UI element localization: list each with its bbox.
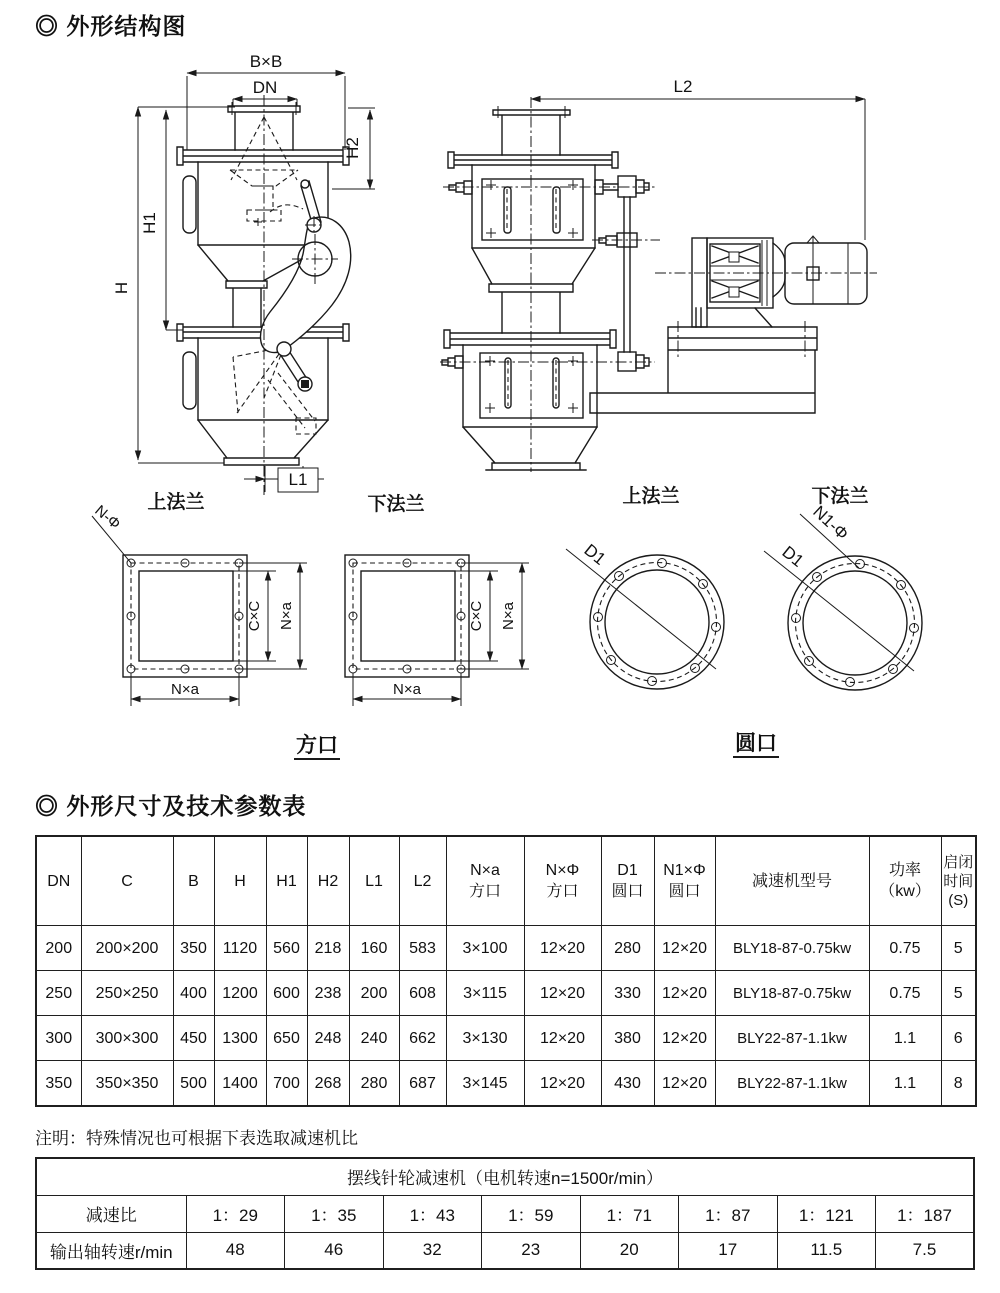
params-cell: 12×20: [654, 926, 715, 971]
params-cell: 662: [399, 1016, 446, 1061]
header-line: （kw）: [879, 883, 931, 900]
reducer-speed-cell: 46: [285, 1232, 384, 1269]
header-line: N1×Φ: [663, 862, 706, 879]
reducer-speed-row: [36, 1232, 974, 1269]
params-cell: 3×130: [446, 1016, 524, 1061]
header-line: 功率: [888, 862, 921, 879]
params-cell: 200×200: [81, 926, 173, 971]
params-header-cell: [173, 836, 214, 926]
reducer-speed-cell: 17: [679, 1232, 778, 1269]
params-cell: 350×350: [81, 1061, 173, 1107]
params-data-row: [36, 926, 976, 971]
params-cell: 160: [349, 926, 399, 971]
params-cell: 6: [941, 1016, 976, 1061]
params-header-cell: [349, 836, 399, 926]
reducer-ratio-cell: 1：121: [777, 1195, 876, 1232]
dim-label-h: H: [112, 281, 131, 295]
flange-title-lower-square: 下法兰: [367, 494, 425, 515]
params-cell: 12×20: [524, 1016, 601, 1061]
params-data-row: [36, 1061, 976, 1107]
params-header-cell: [446, 836, 524, 926]
params-header-cell: [266, 836, 307, 926]
reducer-speed-cell: 7.5: [876, 1232, 975, 1269]
params-cell: 0.75: [869, 926, 941, 971]
params-data-row: [36, 1016, 976, 1061]
params-cell: BLY22-87-1.1kw: [715, 1016, 869, 1061]
params-cell: 238: [307, 971, 349, 1016]
dim-label-cxc: C×C: [468, 600, 485, 632]
params-cell: 300: [36, 1016, 81, 1061]
round-port-caption: 圆口: [735, 732, 777, 755]
params-cell: 3×115: [446, 971, 524, 1016]
params-cell: 350: [36, 1061, 81, 1107]
params-header-cell: [654, 836, 715, 926]
reducer-title-row: [36, 1158, 974, 1195]
params-cell: 583: [399, 926, 446, 971]
reducer-speed-cell: 32: [383, 1232, 482, 1269]
header-line: 圆口: [668, 883, 701, 900]
reducer-ratio-row: [36, 1195, 974, 1232]
reducer-ratio-cell: 1：35: [285, 1195, 384, 1232]
reducer-table: [35, 1157, 975, 1270]
params-header-cell: [81, 836, 173, 926]
reducer-speed-cell: 48: [186, 1232, 285, 1269]
params-cell: 5: [941, 971, 976, 1016]
params-cell: 268: [307, 1061, 349, 1107]
reducer-speed-label: 输出轴转速r/min: [36, 1232, 186, 1269]
dim-label-h2: H2: [343, 137, 362, 159]
params-cell: 5: [941, 926, 976, 971]
params-cell: 12×20: [524, 971, 601, 1016]
params-cell: 200: [349, 971, 399, 1016]
params-cell: 3×145: [446, 1061, 524, 1107]
dim-label-bxb: B×B: [249, 52, 283, 71]
params-cell: 240: [349, 1016, 399, 1061]
reducer-ratio-cell: 1：29: [186, 1195, 285, 1232]
square-port-caption: 方口: [296, 734, 338, 757]
header-line: L2: [413, 872, 432, 890]
reducer-ratio-cell: 1：87: [679, 1195, 778, 1232]
params-cell: 500: [173, 1061, 214, 1107]
flange-title-upper-round: 上法兰: [622, 486, 680, 507]
square-flange-views: [91, 490, 529, 759]
header-line: L1: [365, 872, 383, 890]
dim-label-nxa: N×a: [171, 681, 199, 698]
params-cell: 1120: [214, 926, 266, 971]
header-line: 方口: [468, 883, 501, 900]
params-cell: 8: [941, 1061, 976, 1107]
header-line: 圆口: [611, 883, 644, 900]
dim-label-d1: D1: [580, 540, 610, 569]
header-line: H1: [276, 872, 297, 890]
params-header-cell: [601, 836, 654, 926]
params-cell: 280: [349, 1061, 399, 1107]
header-line: 减速机型号: [751, 872, 832, 890]
params-cell: 12×20: [654, 1016, 715, 1061]
reducer-ratio-cell: 1：43: [383, 1195, 482, 1232]
params-header-cell: [307, 836, 349, 926]
dim-label-l2: L2: [673, 77, 693, 96]
params-cell: 450: [173, 1016, 214, 1061]
header-line: 方口: [546, 883, 579, 900]
note-text: 注明：特殊情况也可根据下表选取减速机比: [35, 1129, 358, 1148]
dim-label-d1: D1: [778, 542, 808, 571]
params-cell: 1200: [214, 971, 266, 1016]
params-cell: 430: [601, 1061, 654, 1107]
params-header-cell: [524, 836, 601, 926]
params-cell: 1.1: [869, 1061, 941, 1107]
params-cell: 1400: [214, 1061, 266, 1107]
params-cell: 248: [307, 1016, 349, 1061]
params-cell: 650: [266, 1016, 307, 1061]
header-line: 启闭: [943, 853, 974, 871]
dim-label-l1: L1: [288, 470, 308, 489]
params-cell: 250: [36, 971, 81, 1016]
reducer-title-cell: 摆线针轮减速机（电机转速n=1500r/min）: [36, 1158, 974, 1195]
params-cell: 12×20: [654, 1061, 715, 1107]
dim-label-h1: H1: [140, 212, 159, 234]
header-line: B: [188, 872, 199, 890]
params-cell: 700: [266, 1061, 307, 1107]
params-cell: 218: [307, 926, 349, 971]
header-line: N×a: [470, 862, 500, 879]
params-cell: 1.1: [869, 1016, 941, 1061]
header-line: H2: [317, 872, 339, 890]
params-cell: 0.75: [869, 971, 941, 1016]
params-header-cell: [715, 836, 869, 926]
params-header-cell: [214, 836, 266, 926]
round-flange-views: [566, 484, 922, 757]
params-cell: 3×100: [446, 926, 524, 971]
header-line: C: [121, 872, 133, 890]
params-cell: 300×300: [81, 1016, 173, 1061]
params-header-cell: [399, 836, 446, 926]
flange-title-lower-round: 下法兰: [811, 486, 869, 507]
params-data-row: [36, 971, 976, 1016]
params-cell: 560: [266, 926, 307, 971]
dim-label-nxa: N×a: [278, 602, 295, 630]
dim-label-nxa: N×a: [500, 602, 517, 630]
params-cell: 608: [399, 971, 446, 1016]
reducer-ratio-cell: 1：71: [580, 1195, 679, 1232]
header-line: DN: [47, 872, 71, 890]
params-cell: 250×250: [81, 971, 173, 1016]
valve-side-view-drawing: [440, 77, 877, 472]
params-cell: 280: [601, 926, 654, 971]
params-cell: 330: [601, 971, 654, 1016]
params-cell: 12×20: [654, 971, 715, 1016]
header-line: (S): [948, 891, 969, 909]
params-header-cell: [36, 836, 81, 926]
reducer-speed-cell: 11.5: [777, 1232, 876, 1269]
valve-front-view-drawing: [112, 52, 375, 495]
header-line: N×Φ: [545, 862, 580, 879]
dim-label-cxc: C×C: [246, 600, 263, 632]
params-cell: 380: [601, 1016, 654, 1061]
reducer-ratio-cell: 1：59: [482, 1195, 581, 1232]
params-cell: 200: [36, 926, 81, 971]
params-cell: 12×20: [524, 926, 601, 971]
params-table: [35, 835, 977, 1107]
reducer-ratio-label: 减速比: [36, 1195, 186, 1232]
params-cell: 350: [173, 926, 214, 971]
header-line: D1: [617, 862, 638, 879]
params-cell: 12×20: [524, 1061, 601, 1107]
params-header-row: [36, 836, 976, 926]
params-cell: 687: [399, 1061, 446, 1107]
reducer-ratio-cell: 1：187: [876, 1195, 975, 1232]
flange-title-upper-square: 上法兰: [147, 492, 205, 513]
reducer-speed-cell: 23: [482, 1232, 581, 1269]
params-cell: BLY18-87-0.75kw: [715, 971, 869, 1016]
params-cell: BLY22-87-1.1kw: [715, 1061, 869, 1107]
params-header-cell: [941, 836, 976, 926]
params-cell: 1300: [214, 1016, 266, 1061]
dim-label-n1-phi: N1-Φ: [809, 502, 853, 544]
dim-label-dn: DN: [252, 78, 278, 97]
reducer-speed-cell: 20: [580, 1232, 679, 1269]
structure-section-title: ◎ 外形结构图: [35, 13, 187, 39]
params-section-title: ◎ 外形尺寸及技术参数表: [35, 793, 307, 819]
dim-label-nxa: N×a: [393, 681, 421, 698]
params-cell: 600: [266, 971, 307, 1016]
header-line: 时间: [943, 872, 974, 890]
dim-label-n-phi: N-Φ: [91, 502, 124, 533]
header-line: H: [234, 872, 246, 890]
params-cell: BLY18-87-0.75kw: [715, 926, 869, 971]
params-cell: 400: [173, 971, 214, 1016]
params-header-cell: [869, 836, 941, 926]
